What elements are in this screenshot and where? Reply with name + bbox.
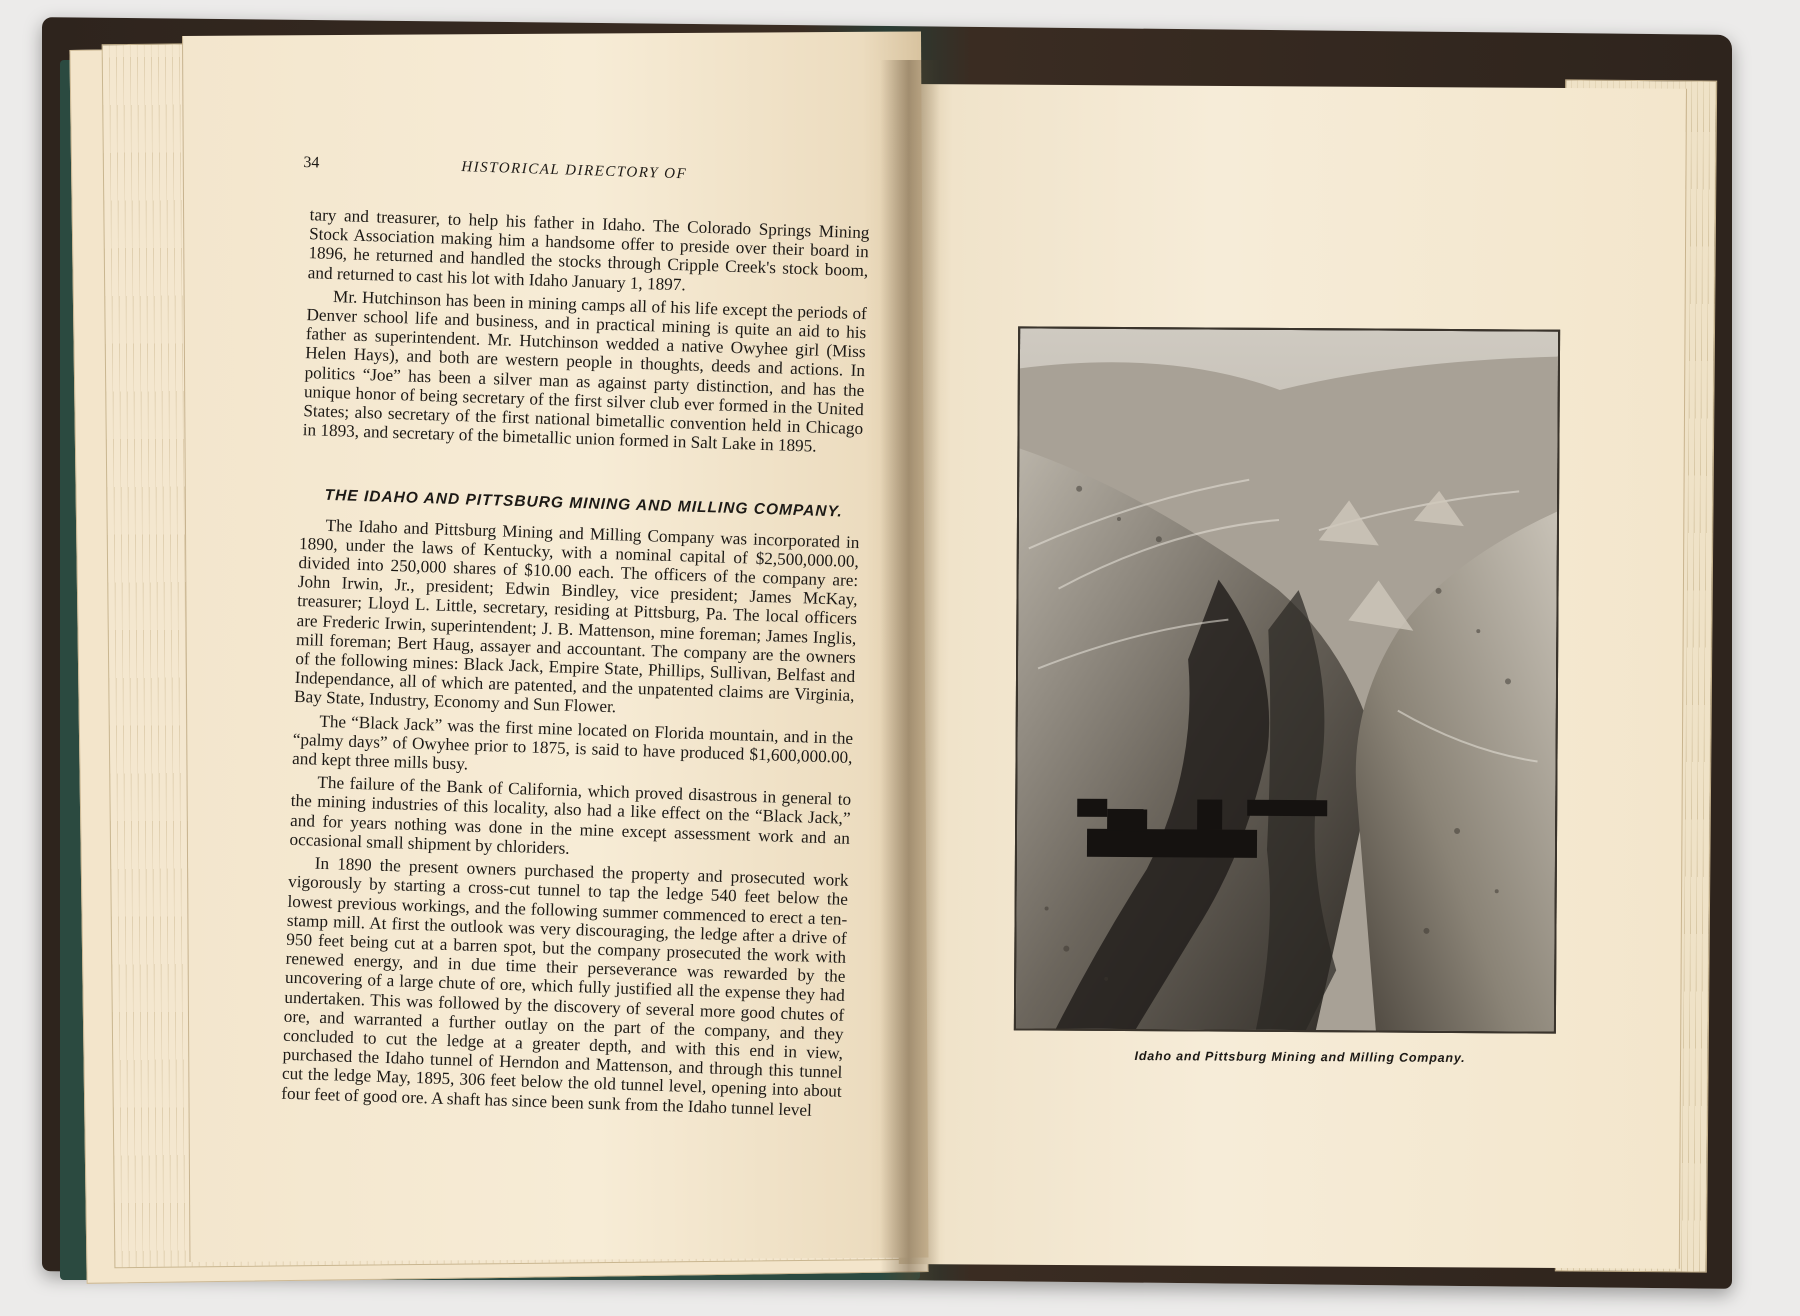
paragraph: The Idaho and Pittsburg Mining and Milling Company was incorporated in 1890, under the laws of Kentucky, with a nominal capital of $2,500,000.00, divided into 250,000 shares of $10.00 each. The officers of the company are: John Irwin, Jr., president; Edwin Bindley, vice president; James McKay, treasurer; Lloyd L. Little, secretary, residing at Pittsburg, Pa. The local officers are Frederic Irwin, superintendent; J. B. Mattenson, mine foreman; James Inglis, mill foreman; Bert Haug, assayer and accountant. The company are the owners of the following mines: Black Jack, Empire State, Phillips, Sullivan, Belfast and Independance, all of which are patented, and the unpatented claims are Virginia, Bay State, Industry, Economy and Sun Flower. bbox=[293, 515, 860, 717]
paragraph: The “Black Jack” was the first mine located on Florida mountain, and in the “palmy days” of Owyhee prior to 1875, is said to have produced $1,600,000.00, and kept three mills busy. bbox=[291, 711, 854, 774]
section-heading: THE IDAHO AND PITTSBURG MINING AND MILLING COMPANY. bbox=[324, 487, 843, 521]
gutter-shadow bbox=[880, 60, 940, 1280]
paragraph: Mr. Hutchinson has been in mining camps all of his life except the periods of Denver school life and business, and in practical mining is quite an aid to his father as superintendent. Mr. Hutchinson wedded a native Owyhee girl (Miss Helen Hays), and both are western people in thoughts, deeds and actions. In politics “Joe” has been a silver man as against party distinction, and has the unique honor of being secretary of the first silver club ever formed in the United States; also secretary of the first national bimetallic convention held in Chicago in 1893, and secretary of the bimetallic union formed in Salt Lake in 1895. bbox=[302, 286, 868, 456]
running-head bbox=[303, 153, 872, 205]
page-number: 34 bbox=[303, 153, 320, 172]
running-head-title: HISTORICAL DIRECTORY OF bbox=[461, 159, 688, 183]
left-page-text bbox=[281, 153, 871, 1124]
mine-photograph bbox=[1014, 326, 1560, 1033]
paragraph: The failure of the Bank of California, which proved disastrous in general to the mining industries of this locality, also had a like effect on the “Black Jack,” and for years nothing was done in the mine except assessment work and an occasional small shipment by chloriders. bbox=[289, 773, 852, 858]
left-page bbox=[182, 31, 928, 1261]
photo-caption: Idaho and Pittsburg Mining and Milling Company. bbox=[1134, 1048, 1466, 1066]
mine-landscape-image bbox=[1016, 328, 1558, 1031]
paragraph: In 1890 the present owners purchased the property and prosecuted work vigorously by starting a cross-cut tunnel to tap the ledge 540 feet below the lowest previous workings, and the following summer commenced to erect a ten-stamp mill. At first the outlook was very discouraging, the ledge after a drive of 950 feet being cut at a barren spot, but the company prosecuted the work with renewed energy, and in due time their perseverance was rewarded by the uncovering of a large chute of ore, which fully justified all the expense they had undertaken. This was followed by the discovery of several more good chutes of ore, and warranted a further outlay on the part of the company, and they concluded to cut the ledge at a greater depth, and with this end in view, purchased the Idaho tunnel of Herndon and Mattenson, and through this tunnel cut the ledge May, 1895, 306 feet below the old tunnel level, opening into about four feet of good ore. A shaft has since been sunk from the Idaho tunnel level bbox=[281, 853, 849, 1120]
paragraph: tary and treasurer, to help his father in Idaho. The Colorado Springs Mining Stock Association making him a handsome offer to preside over their board in 1896, he returned and handled the stocks through Cripple Creek's stock boom, and returned to cast his lot with Idaho January 1, 1897. bbox=[307, 205, 870, 294]
